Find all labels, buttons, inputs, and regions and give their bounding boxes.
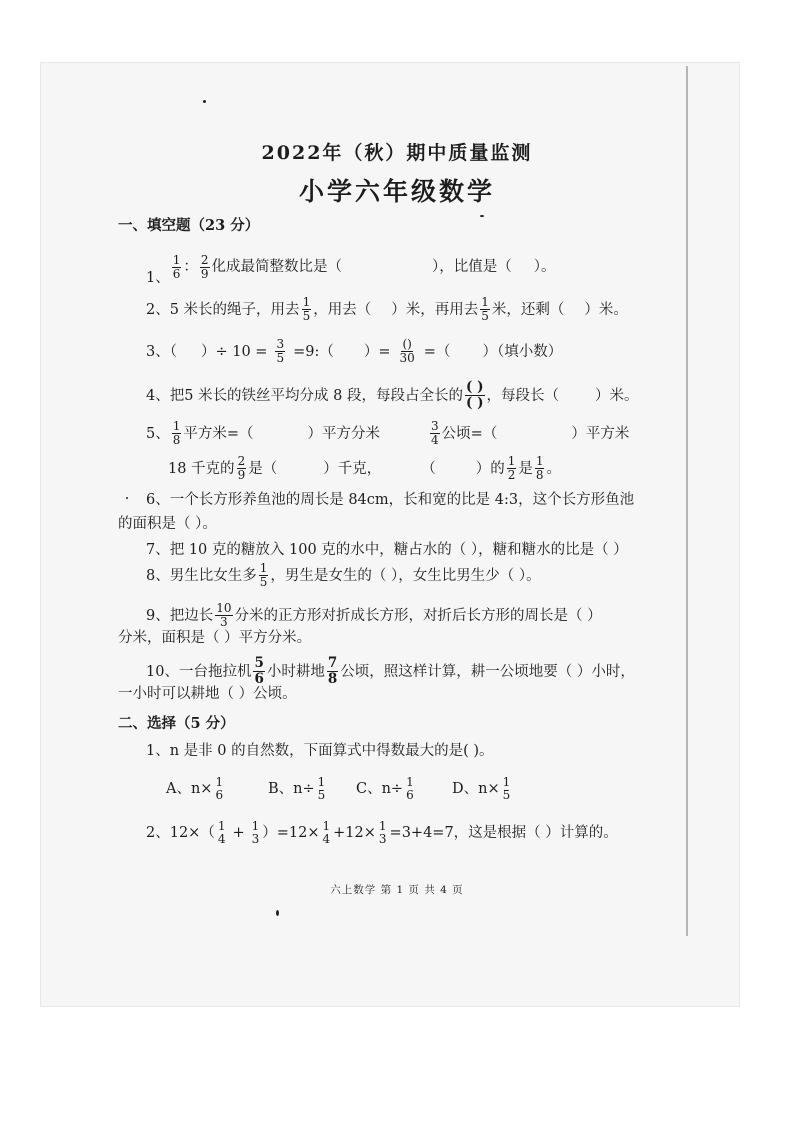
choice-option-c[interactable]: C、n÷ 1 6: [356, 775, 414, 802]
exam-subtitle: 小学六年级数学: [298, 177, 495, 206]
question-9-line-2: 分米，面积是（ ）平方分米。: [118, 630, 312, 646]
fraction: 1 3: [378, 819, 387, 846]
fraction: $\frac{2}{9}$: [237, 454, 246, 482]
fraction: 1 4: [322, 819, 331, 846]
fraction: 1 6: [215, 775, 224, 802]
fraction: $\frac{7}{8}$: [327, 655, 338, 687]
fraction: $\frac{3}{5}$: [276, 337, 285, 365]
question-9: 9、把边长 $\frac{10}{3}$ 分米的正方形对折成长方形，对折后长方形的周长是（ ）: [146, 601, 602, 629]
exam-title: 2022年（秋）期中质量监测: [261, 142, 533, 164]
fraction: $\frac{1}{6}$: [172, 252, 181, 281]
scan-speck: [203, 100, 206, 103]
question-2: 2、5 米长的绳子，用去 $\frac{1}{5}$ ，用去（ ）米，再用去 $\frac{1}{5}$ 米，还剩（ ）米。: [146, 295, 628, 323]
section-choice-header: 二、选择（5 分）: [118, 715, 235, 732]
section-fill-blank-header: 一、填空题（23 分）: [118, 217, 260, 234]
fraction: $\frac{1}{8}$: [172, 419, 181, 447]
fraction: 1 5: [502, 775, 511, 802]
fraction: $\frac{1}{2}$: [507, 454, 516, 482]
choice-option-a[interactable]: A、n× 1 6: [166, 775, 224, 802]
page-footer: 六上数学 第 1 页 共 4 页: [330, 884, 464, 896]
question-6-line-2: 的面积是（ ）。: [118, 516, 217, 532]
choice-option-d[interactable]: D、n× 1 5: [452, 775, 511, 802]
question-8: 8、男生比女生多 $\frac{1}{5}$ ，男生是女生的（ ），女生比男生少（ ）。: [146, 561, 541, 589]
question-3: 3、（ ）÷ 10 = $\frac{3}{5}$ =9:（ ）= $\frac{()}{30}$ =（ ）（填小数）: [146, 337, 563, 365]
question-7: 7、把 10 克的糖放入 100 克的水中，糖占水的（ ），糖和糖水的比是（ ）: [146, 542, 628, 558]
question-6: 6、一个长方形养鱼池的周长是 84cm，长和宽的比是 4:3，这个长方形鱼池: [146, 492, 635, 508]
fraction: $\frac{1}{5}$: [259, 561, 268, 589]
fraction: 1 5: [317, 775, 326, 802]
fraction: $\frac{1}{5}$: [302, 295, 311, 323]
fraction: $\frac{5}{6}$: [254, 655, 264, 687]
question-4: 4、把5 米长的铁丝平均分成 8 段，每段占全长的 $\frac{( )}{( )}$ ，每段长（ ）米。: [146, 379, 639, 411]
choice-option-b[interactable]: B、n÷ 1 5: [268, 775, 326, 802]
fraction: $\frac{2}{9}$: [200, 252, 209, 281]
fraction: 1 3: [251, 819, 260, 846]
scan-speck: [126, 497, 128, 499]
question-10: 10、一台拖拉机 $\frac{5}{6}$ 小时耕地 $\frac{7}{8}$ 公顷，照这样计算，耕一公顷地要（ ）小时，: [146, 655, 635, 687]
fraction: $\frac{( )}{( )}$: [466, 379, 484, 411]
choice-question-1: 1、n 是非 0 的自然数，下面算式中得数最大的是( )。: [146, 743, 494, 759]
fraction: $\frac{()}{30}$: [399, 337, 415, 365]
question-5: 5、 $\frac{1}{8}$ 平方米=（ ）平方分米 $\frac{3}{4}$ 公顷=（ ）平方米: [146, 419, 630, 447]
fraction: $\frac{1}{5}$: [481, 295, 489, 323]
fraction: 1 6: [406, 775, 414, 802]
fraction: $\frac{3}{4}$: [431, 419, 439, 447]
fraction: $\frac{10}{3}$: [216, 601, 232, 629]
fraction: $\frac{1}{8}$: [535, 454, 544, 482]
scan-speck: [276, 910, 279, 916]
question-5-line-2: 18 千克的 $\frac{2}{9}$ 是（ ）千克， （ ）的 $\frac{1}{2}$ 是 $\frac{1}{8}$ 。: [168, 454, 561, 482]
choice-question-2: 2、12×（ 1 4 + 1 3 ）=12× 1 4 +12× 1 3 =3+4=7，这是根据（ ）计算的。: [146, 819, 618, 846]
fraction: 1 4: [217, 819, 226, 846]
question-10-line-2: 一小时可以耕地（ ）公顷。: [118, 686, 297, 702]
question-1: 1、 $\frac{1}{6}$ ： $\frac{2}{9}$ 化成最简整数比是（ ），比值是（ ）。: [146, 252, 556, 286]
scan-speck: [480, 215, 484, 217]
